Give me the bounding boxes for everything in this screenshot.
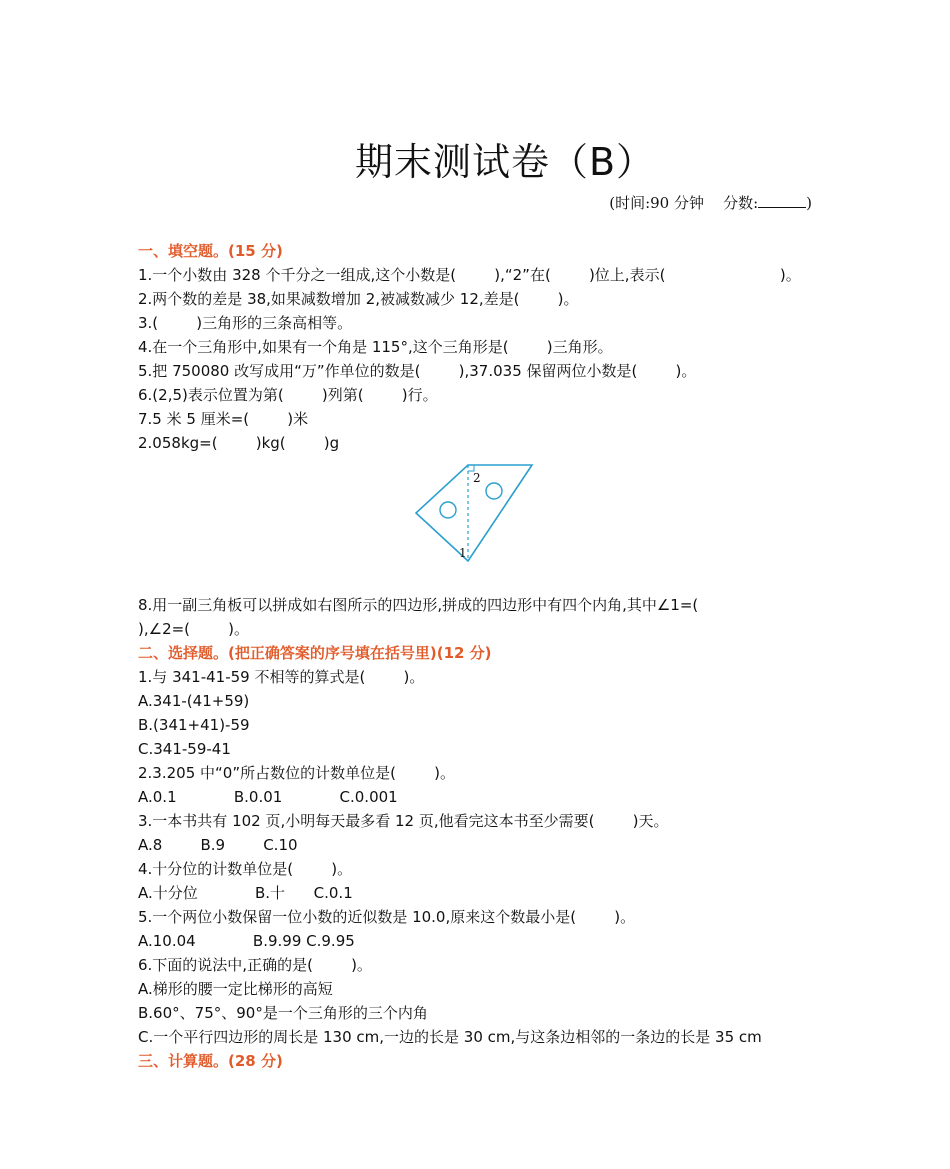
question-line: 1.一个小数由 328 个千分之一组成,这个小数是( ),“2”在( )位上,表示( )。 xyxy=(138,266,801,284)
question-line: 2.058kg=( )kg( )g xyxy=(138,434,340,452)
question-line: 4.十分位的计数单位是( )。 xyxy=(138,860,353,878)
option-line: A.梯形的腰一定比梯形的高短 xyxy=(138,980,333,998)
exam-content xyxy=(138,239,818,1073)
quadrilateral-diagram xyxy=(414,463,536,567)
option-line: A.8 B.9 C.10 xyxy=(138,836,298,854)
question-line: 4.在一个三角形中,如果有一个角是 115°,这个三角形是( )三角形。 xyxy=(138,338,613,356)
page-title: 期末测试卷（B） xyxy=(354,140,656,184)
angle-2-label: 2 xyxy=(473,471,481,485)
option-line: B.60°、75°、90°是一个三角形的三个内角 xyxy=(138,1004,428,1022)
question-line: 6.下面的说法中,正确的是( )。 xyxy=(138,956,372,974)
right-ruler-hole xyxy=(486,483,502,499)
option-line: A.十分位 B.十 C.0.1 xyxy=(138,884,353,902)
option-line: A.341-(41+59) xyxy=(138,692,250,710)
score-label: 分数: xyxy=(723,194,759,212)
section-heading-multiple-choice: 二、选择题。(把正确答案的序号填在括号里)(12 分) xyxy=(138,644,492,662)
section-heading-calculation: 三、计算题。(28 分) xyxy=(138,1052,283,1070)
section-heading-fill-blank: 一、填空题。(15 分) xyxy=(138,242,283,260)
question-line: 1.与 341-41-59 不相等的算式是( )。 xyxy=(138,668,425,686)
question-line: 3.( )三角形的三条高相等。 xyxy=(138,314,353,332)
question-line: 2.两个数的差是 38,如果减数增加 2,被减数减少 12,差是( )。 xyxy=(138,290,579,308)
question-line: 3.一本书共有 102 页,小明每天最多看 12 页,他看完这本书至少需要( )天。 xyxy=(138,812,669,830)
question-line: 5.把 750080 改写成用“万”作单位的数是( ),37.035 保留两位小数是( )。 xyxy=(138,362,697,380)
option-line: B.(341+41)-59 xyxy=(138,716,250,734)
question-line: 7.5 米 5 厘米=( )米 xyxy=(138,410,309,428)
score-close: ) xyxy=(806,194,812,212)
option-line: A.10.04 B.9.99 C.9.95 xyxy=(138,932,355,950)
left-ruler-hole xyxy=(440,502,456,518)
score-blank[interactable] xyxy=(758,193,806,208)
option-line: A.0.1 B.0.01 C.0.001 xyxy=(138,788,398,806)
option-line: C.一个平行四边形的周长是 130 cm,一边的长是 30 cm,与这条边相邻的一条边的长是 35 cm xyxy=(138,1028,762,1046)
question-line: 5.一个两位小数保留一位小数的近似数是 10.0,原来这个数最小是( )。 xyxy=(138,908,636,926)
question-line: 6.(2,5)表示位置为第( )列第( )行。 xyxy=(138,386,438,404)
question-line: ),∠2=( )。 xyxy=(138,620,250,638)
angle-1-label: 1 xyxy=(459,546,467,560)
question-line: 8.用一副三角板可以拼成如右图所示的四边形,拼成的四边形中有四个内角,其中∠1=( xyxy=(138,596,699,614)
option-line: C.341-59-41 xyxy=(138,740,231,758)
test-meta xyxy=(609,192,812,213)
question-line: 2.3.205 中“0”所占数位的计数单位是( )。 xyxy=(138,764,455,782)
time-limit: (时间:90 分钟 xyxy=(609,194,704,212)
triangle-ruler-figure xyxy=(138,455,818,583)
